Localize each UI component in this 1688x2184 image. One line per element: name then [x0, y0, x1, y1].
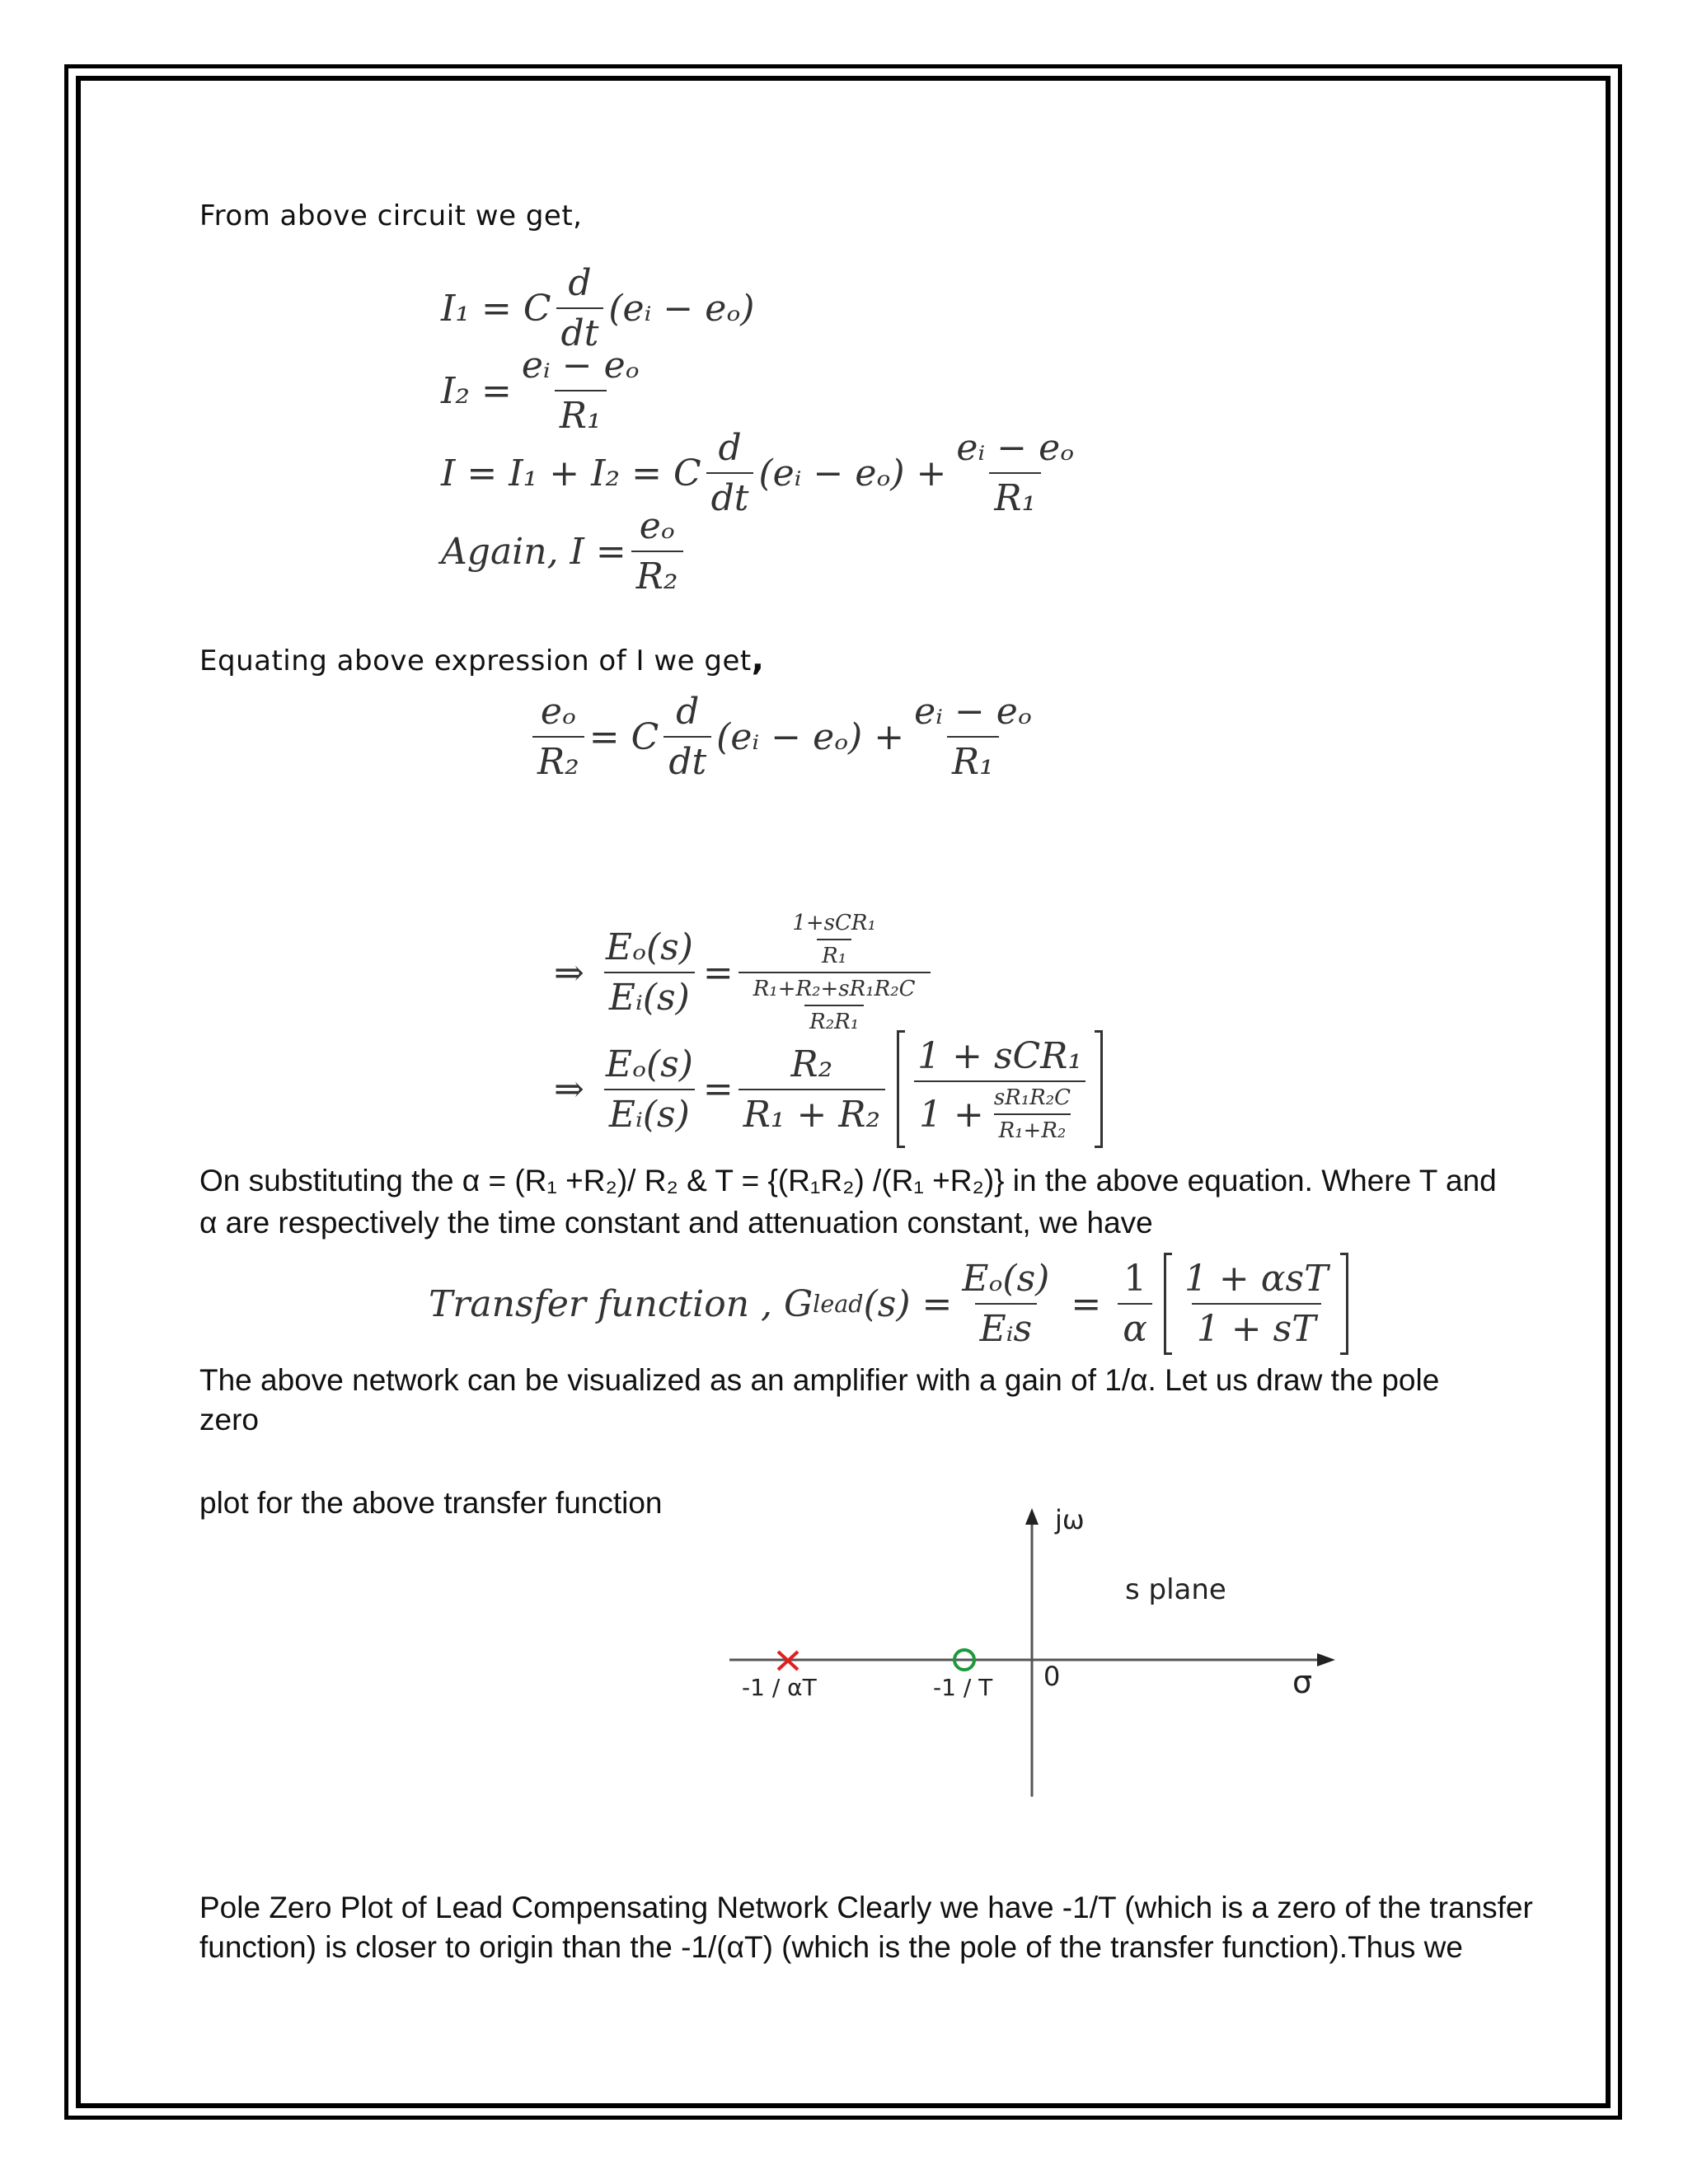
paragraph-substituting-1: On substituting the α = (R₁ +R₂)/ R₂ & T = {(R₁R₂) /(R₁ +R₂)} in the above equation. Where T and — [199, 1164, 1497, 1197]
paragraph-intro: From above circuit we get, — [199, 199, 583, 232]
equation-equated: $\frac{\text{eₒ}}{\text{R₂}}$ = C $\frac{d}{dt}$ (eᵢ − eₒ) + $\frac{\text{eᵢ − eₒ}}{\text{R₁}}$ — [528, 691, 1042, 783]
equation-again-i: Again, I = $\frac{\text{eₒ}}{\text{R₂}}$ — [441, 505, 688, 598]
equation-i-total: I = I₁ + I₂ = C $\frac{d}{dt}$ (eᵢ − eₒ) + $\frac{\text{eᵢ − eₒ}}{\text{R₁}}$ — [441, 427, 1075, 519]
paragraph-conclusion-2: function) is closer to origin than the -1/(αT) (which is the pole of the transfer function).Thus we — [199, 1930, 1463, 1964]
plane-label: s plane — [1125, 1573, 1226, 1606]
paragraph-network-2: zero — [199, 1403, 259, 1436]
equation-transfer-function: Transfer function , G lead (s) = $\frac{\text{Eₒ(s)}}{\text{Eᵢs}}$ = $\frac{1}{\alpha}$ $\frac{\text{1 + αsT}}{1 + sT}$ — [429, 1253, 1355, 1355]
paragraph-substituting-2: α are respectively the time constant and attenuation constant, we have — [199, 1206, 1153, 1240]
paragraph-conclusion-1: Pole Zero Plot of Lead Compensating Network Clearly we have -1/T (which is a zero of the transfer — [199, 1891, 1533, 1924]
equation-i2: I₂ = $\frac{\text{eᵢ − eₒ}}{\text{R₁}}$ — [441, 344, 640, 437]
x-axis-label: σ — [1292, 1664, 1313, 1700]
y-axis-label: jω — [1055, 1504, 1085, 1535]
paragraph-network-1: The above network can be visualized as an amplifier with a gain of 1/α. Let us draw the pole — [199, 1363, 1440, 1397]
paragraph-plot-intro: plot for the above transfer function — [199, 1486, 663, 1520]
equation-ratio-simplified: ⇒ $\frac{\text{Eₒ(s)}}{\text{Eᵢ(s)}}$ = $\frac{\text{R₂}}{\text{R₁ + R₂}}$ 1 + sCR₁ 1 + $\frac{\text{sR₁R₂C}}{\text{R₁+R₂}}$ — [554, 1030, 1109, 1148]
origin-label: 0 — [1043, 1661, 1061, 1692]
real-axis-arrow — [1317, 1653, 1335, 1666]
imaginary-axis-arrow — [1025, 1508, 1039, 1525]
pole-label: -1 / αT — [742, 1674, 817, 1701]
equation-i1: I₁ = C $\frac{d}{dt}$ (eᵢ − eₒ) — [441, 262, 755, 354]
paragraph-equating: Equating above expression of I we get, — [199, 640, 765, 678]
zero-label: -1 / T — [933, 1674, 993, 1701]
equation-ratio-expanded: ⇒ $\frac{\text{Eₒ(s)}}{\text{Eᵢ(s)}}$ = $\frac{\frac{\text{1+sCR₁}}{\text{R₁}}}{\frac{\text{R₁+R₂+sR₁R₂C}}{\text{R₂R₁}}}$ — [554, 911, 935, 1034]
